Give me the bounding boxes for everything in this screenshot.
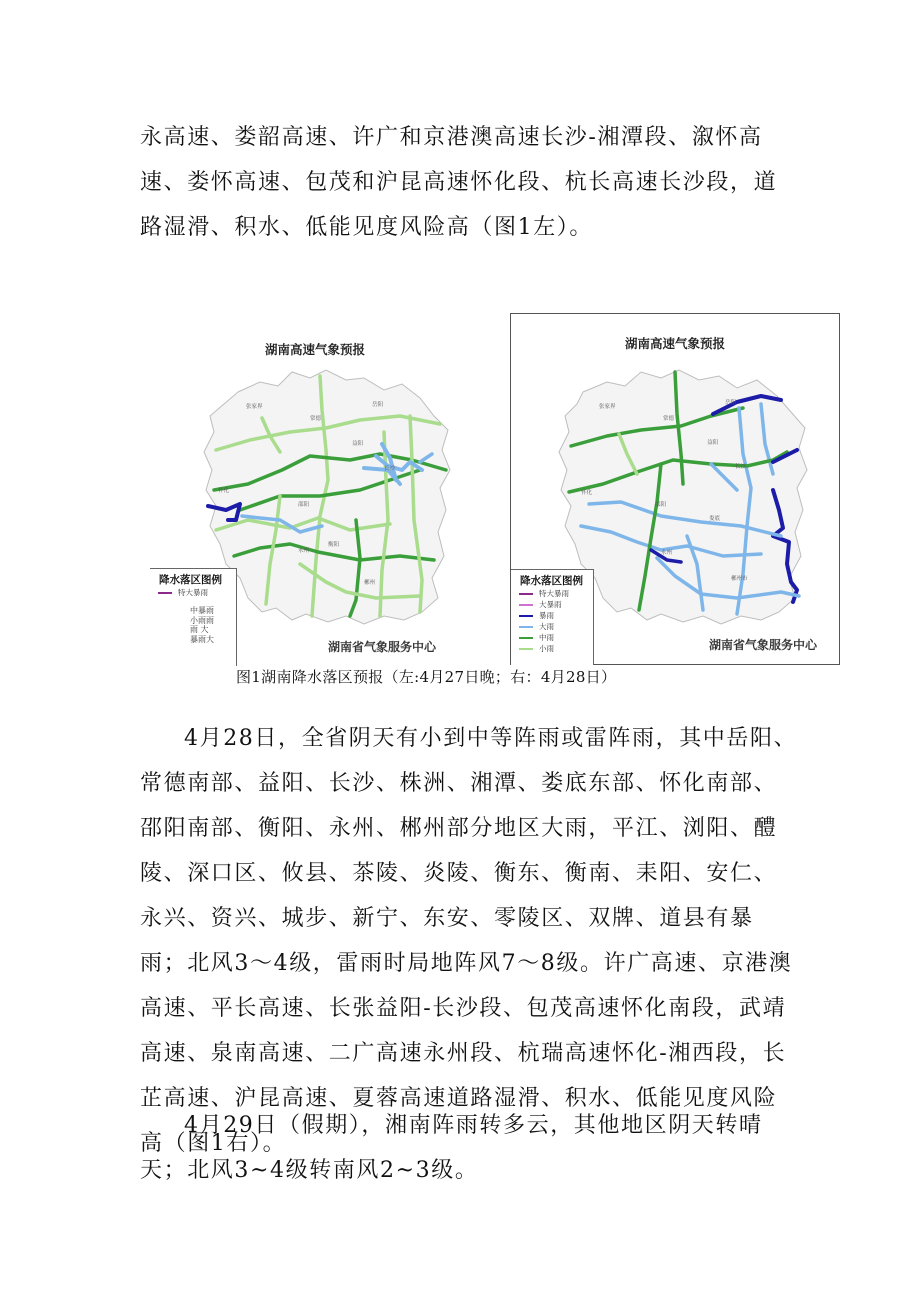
svg-text:郴州: 郴州 xyxy=(364,580,376,586)
svg-text:张家界: 张家界 xyxy=(599,404,616,410)
map-left-credit: 湖南省气象服务中心 xyxy=(328,640,437,654)
svg-text:怀化: 怀化 xyxy=(581,490,593,496)
svg-text:张家界: 张家界 xyxy=(246,404,263,410)
province-outline xyxy=(559,370,807,624)
legend-title: 降水落区图例 xyxy=(520,575,583,587)
legend-stacked-text: 中暴雨小雨雨雨 xyxy=(190,606,214,634)
legend-swatch xyxy=(519,593,533,595)
svg-text:益阳: 益阳 xyxy=(352,441,364,447)
legend-swatch xyxy=(519,626,533,628)
legend-item xyxy=(150,587,236,598)
figure-caption: 图1湖南降水落区预报（左:4月27日晚；右：4月28日） xyxy=(236,668,617,686)
paragraph-apr28-forecast: 4月28日，全省阴天有小到中等阵雨或雷阵雨，其中岳阳、常德南部、益阳、长沙、株洲、湘潭、娄底东部、怀化南部、邵阳南部、衡阳、永州、郴州部分地区大雨，平江、浏阳、醴陵、深口区、攸县、茶陵、炎陵、衡东、衡南、耒阳、安仁、永兴、资兴、城步、新宁、东安、零陵区、双牌、道县有暴雨；北风3～4级，雷雨时局地阵风7～8级。许广高速、京港澳高速、平长高速、长张益阳-长沙段、包茂高速怀化南段，武靖高速、泉南高速、二广高速永州段、杭瑞高速怀化-湘西段，长芷高速、沪昆高速、夏蓉高速道路湿滑、积水、低能见度风险高（图1右）。 xyxy=(140,726,798,1156)
paragraph-apr29-forecast: 4月29日（假期），湘南阵雨转多云，其他地区阴天转晴天；北风3~4级转南风2~3级。 xyxy=(140,1113,763,1183)
svg-text:常德: 常德 xyxy=(663,416,675,422)
legend-item xyxy=(511,610,593,621)
svg-text:长沙: 长沙 xyxy=(384,466,396,472)
legend-swatch xyxy=(158,592,172,594)
legend-swatch xyxy=(519,604,533,606)
legend-side-text: 大暴雨大 xyxy=(190,625,214,644)
legend-title: 降水落区图例 xyxy=(159,574,222,586)
svg-text:郴州市: 郴州市 xyxy=(731,576,748,582)
legend-label: 特大暴雨 xyxy=(539,589,569,598)
map-left-apr27-night xyxy=(150,320,480,665)
paragraph-highway-risk-night: 永高速、娄韶高速、许广和京港澳高速长沙-湘潭段、溆怀高速、娄怀高速、包茂和沪昆高速怀化段、杭长高速长沙段，道路湿滑、积水、低能见度风险高（图1左）。 xyxy=(140,125,778,240)
map-left-legend xyxy=(150,568,237,666)
legend-label: 暴雨 xyxy=(539,611,554,620)
svg-text:衡阳: 衡阳 xyxy=(328,542,340,548)
svg-text:长沙: 长沙 xyxy=(735,464,747,470)
legend-swatch xyxy=(519,648,533,650)
legend-item xyxy=(511,632,593,643)
svg-text:永州: 永州 xyxy=(298,548,310,554)
svg-text:邵阳: 邵阳 xyxy=(655,502,667,508)
legend-swatch xyxy=(519,637,533,639)
svg-text:邵阳: 邵阳 xyxy=(298,502,310,508)
legend-swatch xyxy=(519,615,533,617)
legend-item xyxy=(511,643,593,654)
svg-text:岳阳: 岳阳 xyxy=(372,402,384,408)
map-right-apr28 xyxy=(510,313,840,665)
svg-text:永州: 永州 xyxy=(661,550,673,556)
legend-item xyxy=(511,588,593,599)
svg-text:益阳: 益阳 xyxy=(707,440,719,446)
map-right-legend xyxy=(511,569,594,665)
legend-label: 中雨 xyxy=(539,633,554,642)
map-right-title: 湖南高速气象预报 xyxy=(624,336,725,351)
legend-stacked-labels xyxy=(190,606,216,644)
svg-text:娄底: 娄底 xyxy=(709,516,721,522)
map-right-credit: 湖南省气象服务中心 xyxy=(709,638,818,652)
legend-label: 特大暴雨 xyxy=(178,588,208,597)
svg-text:怀化: 怀化 xyxy=(218,488,230,494)
legend-label: 大暴雨 xyxy=(539,600,562,609)
legend-label: 小雨 xyxy=(539,644,554,653)
legend-item xyxy=(511,621,593,632)
map-left-title: 湖南高速气象预报 xyxy=(264,342,365,357)
svg-text:岳阳: 岳阳 xyxy=(725,400,737,406)
legend-label: 大雨 xyxy=(539,622,554,631)
legend-item xyxy=(511,599,593,610)
svg-text:常德: 常德 xyxy=(310,416,322,422)
